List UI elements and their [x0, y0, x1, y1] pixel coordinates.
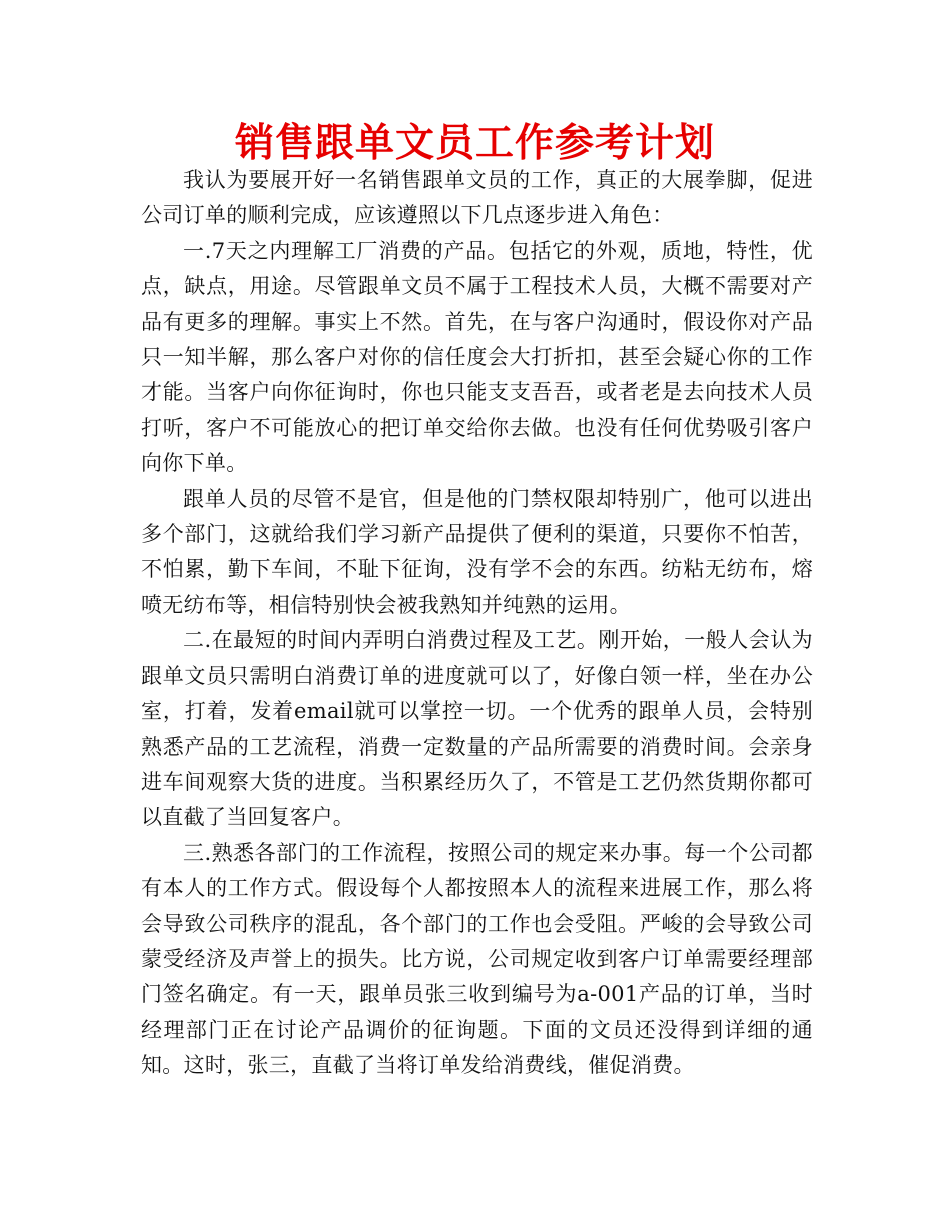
paragraph-point-1-continued: 跟单人员的尽管不是官，但是他的门禁权限却特别广，他可以进出多个部门，这就给我们学习新产品提供了便利的渠道，只要你不怕苦，不怕累，勤下车间，不耻下征询，没有学不会的东西。纺粘无纺布，熔喷无纺布等，相信特别快会被我熟知并纯熟的运用。: [141, 486, 813, 617]
paragraph-point-1: 一.7天之内理解工厂消费的产品。包括它的外观，质地，特性，优点，缺点，用途。尽管跟单文员不属于工程技术人员，大概不需要对产品有更多的理解。事实上不然。首先，在与客户沟通时，假设你对产品只一知半解，那么客户对你的信任度会大打折扣，甚至会疑心你的工作才能。当客户向你征询时，你也只能支支吾吾，或者老是去向技术人员打听，客户不可能放心的把订单交给你去做。也没有任何优势吸引客户向你下单。: [141, 238, 813, 476]
paragraph-point-3: 三.熟悉各部门的工作流程，按照公司的规定来办事。每一个公司都有本人的工作方式。假设每个人都按照本人的流程来进展工作，那么将会导致公司秩序的混乱，各个部门的工作也会受阻。严峻的会导致公司蒙受经济及声誉上的损失。比方说，公司规定收到客户订单需要经理部门签名确定。有一天，跟单员张三收到编号为a-001产品的订单，当时经理部门正在讨论产品调价的征询题。下面的文员还没得到详细的通知。这时，张三，直截了当将订单发给消费线，催促消费。: [141, 840, 813, 1078]
paragraph-point-2: 二.在最短的时间内弄明白消费过程及工艺。刚开始，一般人会认为跟单文员只需明白消费订单的进度就可以了，好像白领一样，坐在办公室，打着，发着email就可以掌控一切。一个优秀的跟单人员，会特别熟悉产品的工艺流程，消费一定数量的产品所需要的消费时间。会亲身进车间观察大货的进度。当积累经历久了，不管是工艺仍然货期你都可以直截了当回复客户。: [141, 628, 813, 830]
document-body: [141, 163, 813, 1084]
document-title: 销售跟单文员工作参考计划: [234, 121, 715, 166]
paragraph-intro: 我认为要展开好一名销售跟单文员的工作，真正的大展拳脚，促进公司订单的顺利完成，应该遵照以下几点逐步进入角色：: [141, 168, 813, 228]
